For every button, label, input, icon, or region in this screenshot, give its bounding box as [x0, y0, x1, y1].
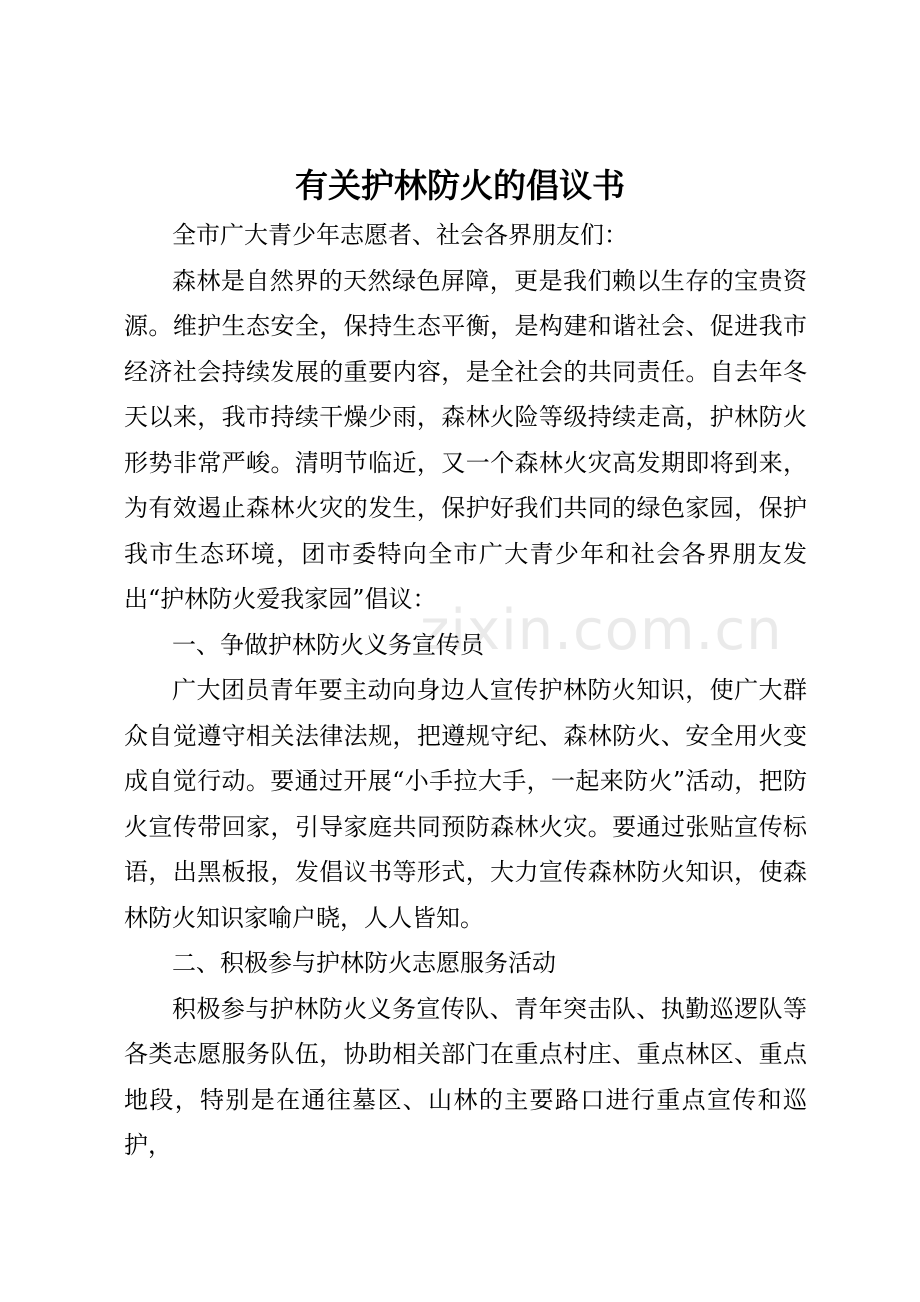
- section-paragraph-2: 积极参与护林防火义务宣传队、青年突击队、执勤巡逻队等各类志愿服务队伍，协助相关部门在重点村庄、重点林区、重点地段，特别是在通往墓区、山林的主要路口进行重点宣传和巡护，: [124, 994, 807, 1159]
- watermark-text: zixin.com.cn: [420, 598, 783, 663]
- section-paragraph-1: 广大团员青年要主动向身边人宣传护林防火知识，使广大群众自觉遵守相关法律法规，把遵规守纪、森林防火、安全用火变成自觉行动。要通过开展“小手拉大手，一起来防火”活动，把防火宣传带回家，引导家庭共同预防森林火灾。要通过张贴宣传标语，出黑板报，发倡议书等形式，大力宣传森林防火知识，使森林防火知识家喻户晓，人人皆知。: [124, 676, 807, 932]
- document-title: 有关护林防火的倡议书: [295, 166, 625, 205]
- section-heading-2: 二、积极参与护林防火志愿服务活动: [172, 949, 556, 977]
- section-heading-1: 一、争做护林防火义务宣传员: [172, 630, 484, 659]
- document-body: [124, 213, 807, 1169]
- salutation-paragraph: 全市广大青少年志愿者、社会各界朋友们：: [172, 221, 628, 249]
- intro-paragraph: 森林是自然界的天然绿色屏障，更是我们赖以生存的宝贵资源。维护生态安全，保持生态平衡，是构建和谐社会、促进我市经济社会持续发展的重要内容，是全社会的共同责任。自去年冬天以来，我市持续干燥少雨，森林火险等级持续走高，护林防火形势非常严峻。清明节临近，又一个森林火灾高发期即将到来，为有效遏止森林火灾的发生，保护好我们共同的绿色家园，保护我市生态环境，团市委特向全市广大青少年和社会各界朋友发出“护林防火爱我家园”倡议：: [124, 266, 807, 613]
